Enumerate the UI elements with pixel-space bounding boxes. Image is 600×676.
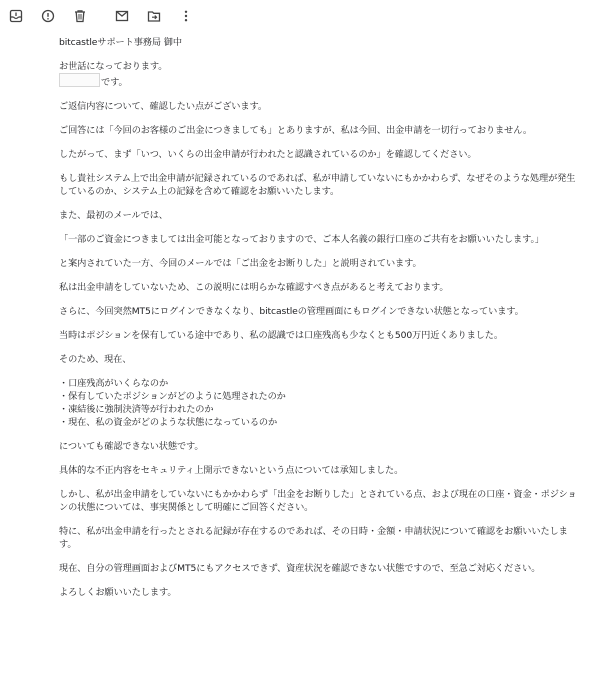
bullet-list bbox=[59, 377, 589, 429]
mark-unread-icon[interactable] bbox=[114, 8, 130, 24]
move-to-icon[interactable] bbox=[146, 8, 162, 24]
paragraph-4 bbox=[59, 172, 589, 198]
paragraph-14-line-1: しかし、私が出金申請をしていないにもかかわらず「出金をお断りした」とされている点、および現在の口座・資金・ポジショ bbox=[59, 489, 577, 500]
report-spam-icon[interactable] bbox=[40, 8, 56, 24]
paragraph-15 bbox=[59, 525, 589, 551]
paragraph-8: 私は出金申請をしていないため、この説明には明らかな確認すべき点があると考えております。 bbox=[59, 282, 449, 293]
greeting-line-1: お世話になっております。 bbox=[59, 61, 168, 72]
paragraph-16: 現在、自分の管理画面およびMT5にもアクセスできず、資産状況を確認できない状態ですので、至急ご対応ください。 bbox=[59, 563, 541, 574]
paragraph-11: そのため、現在、 bbox=[59, 354, 132, 365]
paragraph-7: と案内されていた一方、今回のメールでは「ご出金をお断りした」と説明されています。 bbox=[59, 258, 422, 269]
list-item: ・現在、私の資金がどのような状態になっているのか bbox=[59, 417, 278, 428]
archive-icon[interactable] bbox=[8, 8, 24, 24]
email-body bbox=[59, 36, 589, 610]
paragraph-15-line-2: す。 bbox=[59, 539, 77, 550]
paragraph-14 bbox=[59, 488, 589, 514]
redacted-name-box bbox=[59, 73, 100, 87]
paragraph-14-line-2: ンの状態については、事実関係として明確にご回答ください。 bbox=[59, 502, 314, 513]
more-options-icon[interactable] bbox=[178, 8, 194, 24]
paragraph-4-line-1: もし貴社システム上で出金申請が記録されているのであれば、私が申請していないにもかかわらず、なぜそのような処理が発生 bbox=[59, 173, 576, 184]
paragraph-5: また、最初のメールでは、 bbox=[59, 210, 168, 221]
paragraph-12: についても確認できない状態です。 bbox=[59, 441, 204, 452]
paragraph-6: 「一部のご資金につきましては出金可能となっておりますので、ご本人名義の銀行口座のご共有をお願いいたします。」 bbox=[59, 234, 545, 245]
paragraph-15-line-1: 特に、私が出金申請を行ったとされる記録が存在するのであれば、その日時・金額・申請状況について確認をお願いいたしま bbox=[59, 526, 568, 537]
list-item: ・口座残高がいくらなのか bbox=[59, 378, 169, 389]
closing: よろしくお願いいたします。 bbox=[59, 587, 177, 598]
paragraph-2: ご回答には「今回のお客様のご出金につきましても」とありますが、私は今回、出金申請を一切行っておりません。 bbox=[59, 125, 532, 136]
paragraph-3: したがって、まず「いつ、いくらの出金申請が行われたと認識されているのか」を確認してください。 bbox=[59, 149, 477, 160]
paragraph-13: 具体的な不正内容をセキュリティ上開示できないという点については承知しました。 bbox=[59, 465, 404, 476]
email-toolbar bbox=[0, 0, 600, 32]
greeting bbox=[59, 60, 589, 89]
delete-icon[interactable] bbox=[72, 8, 88, 24]
paragraph-4-line-2: しているのか、システム上の記録を含めて確認をお願いいたします。 bbox=[59, 186, 340, 197]
greeting-desu: です。 bbox=[101, 77, 128, 88]
greeting-line-2 bbox=[59, 73, 589, 89]
addressee: bitcastleサポート事務局 御中 bbox=[59, 37, 182, 48]
list-item: ・凍結後に強制決済等が行われたのか bbox=[59, 404, 214, 415]
paragraph-9: さらに、今回突然MT5にログインできなくなり、bitcastleの管理画面にもログインできない状態となっています。 bbox=[59, 306, 524, 317]
paragraph-1: ご返信内容について、確認したい点がございます。 bbox=[59, 101, 267, 112]
paragraph-10: 当時はポジションを保有している途中であり、私の認識では口座残高も少なくとも500万円近くありました。 bbox=[59, 330, 503, 341]
list-item: ・保有していたポジションがどのように処理されたのか bbox=[59, 391, 286, 402]
